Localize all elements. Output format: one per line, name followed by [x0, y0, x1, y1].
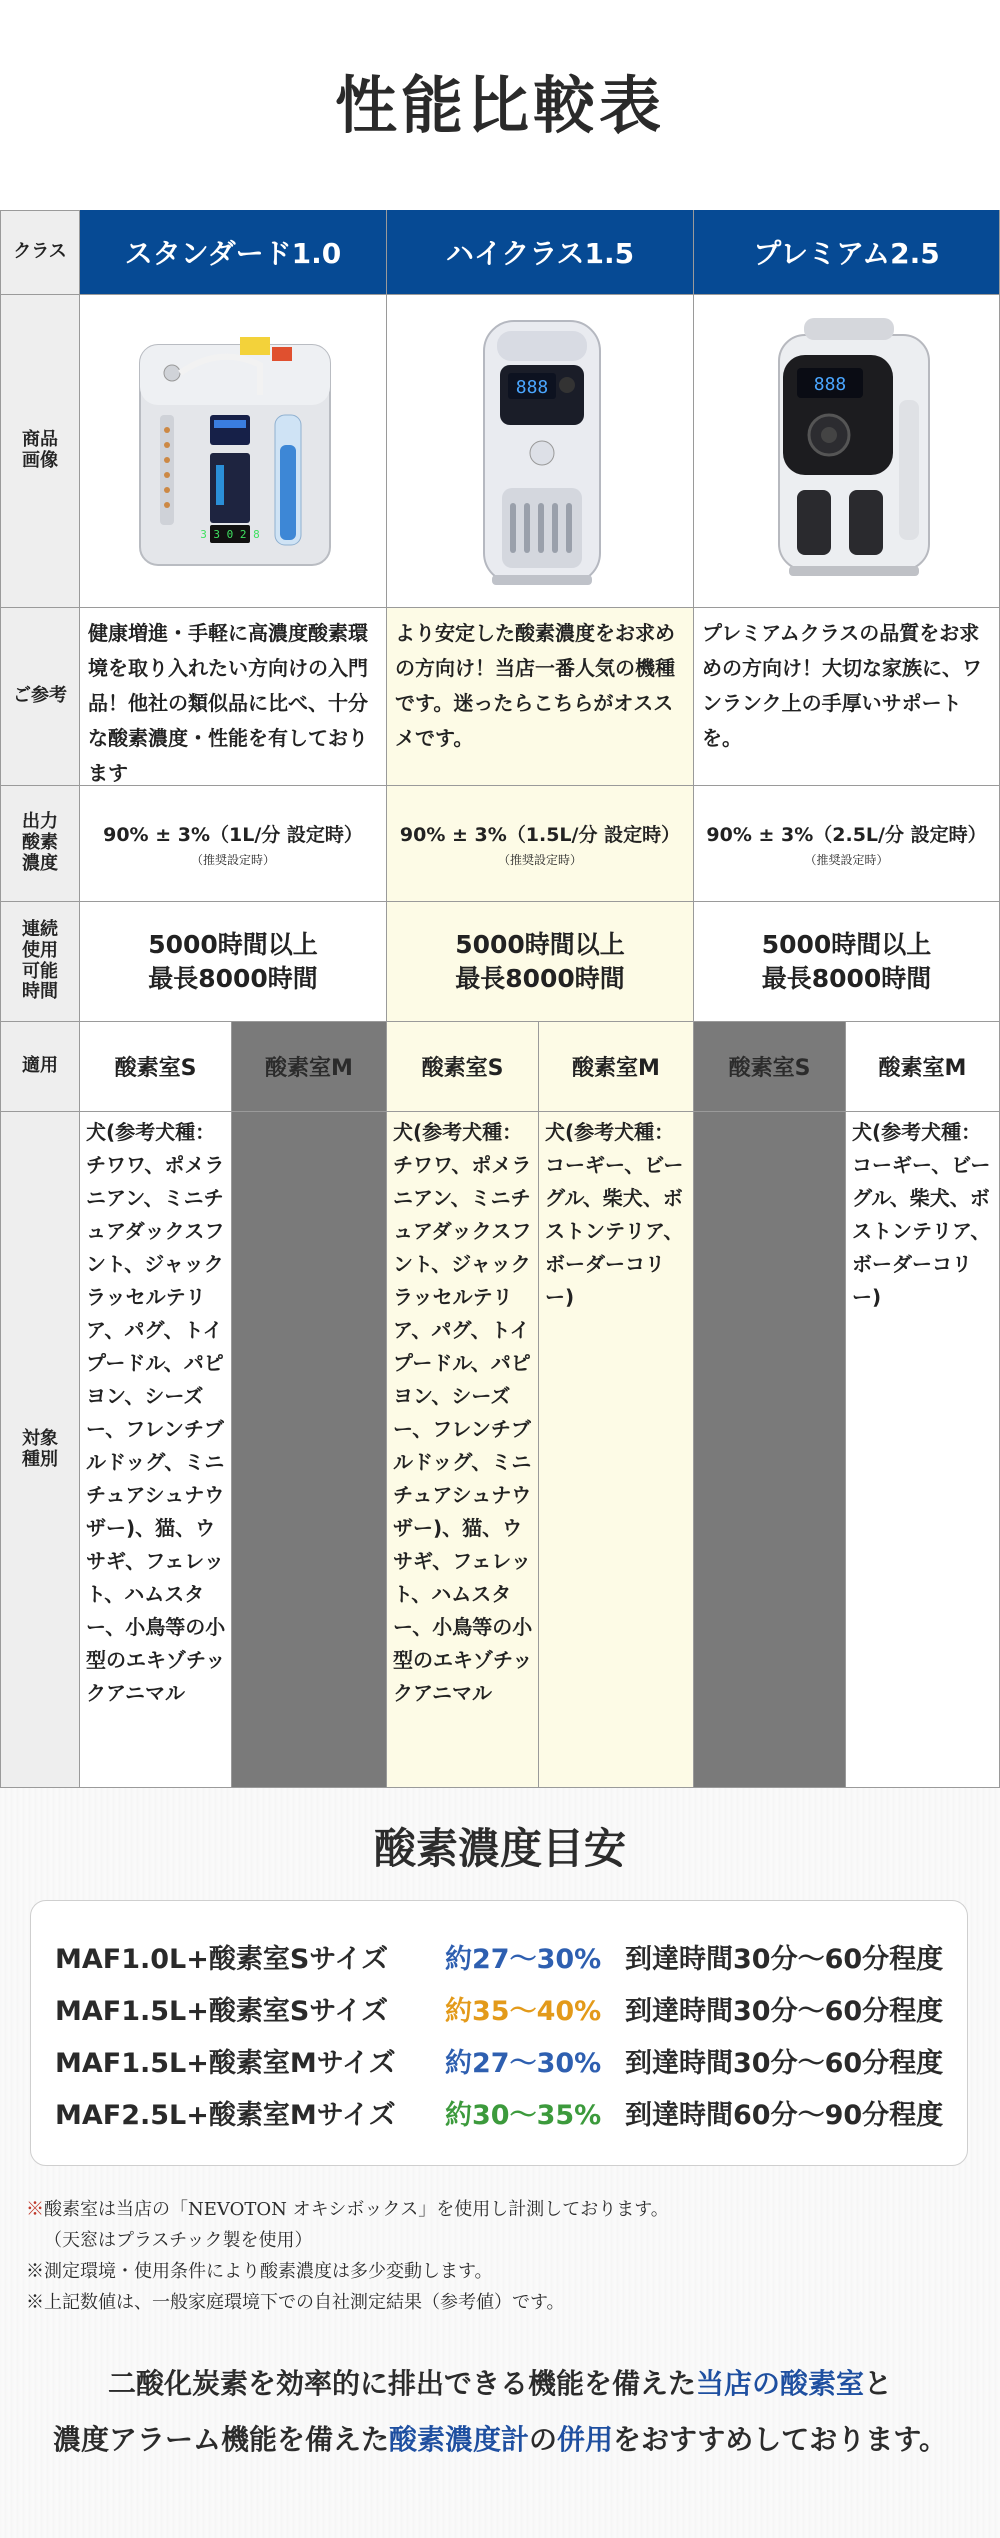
- image-row: [0, 295, 1000, 608]
- guide-row-range: 約35〜40%: [445, 1996, 602, 2027]
- standard-oxygen-concentrator-icon: [110, 325, 360, 585]
- duration-standard-line2: 最長8000時間: [148, 963, 318, 993]
- note-line-2: （天窓はプラスチック製を使用）: [44, 2230, 313, 2251]
- duration-label: 連続 使用 可能 時間: [0, 902, 80, 1022]
- duration-premium-line1: 5000時間以上: [761, 929, 932, 959]
- guide-row-name: MAF1.0L+酸素室Sサイズ: [55, 1944, 389, 1975]
- note-line-1: ※酸素室は当店の「NEVOTON オキシボックス」を使用し計測しております。: [26, 2199, 669, 2220]
- image-label: 商品 画像: [0, 295, 80, 608]
- fit-label: 適用: [0, 1022, 80, 1112]
- duration-row: [0, 902, 1000, 1022]
- oxygen-meter-link[interactable]: 酸素濃度計: [388, 2423, 529, 2456]
- duration-premium-line2: 最長8000時間: [761, 963, 932, 993]
- class-standard: スタンダード1.0: [80, 210, 387, 295]
- guide-row-time: 到達時間30分〜60分程度: [625, 1996, 944, 2027]
- output-premium: 90% ± 3%（2.5L/分 設定時）: [706, 823, 987, 846]
- guide-row-range: 約27〜30%: [445, 2048, 602, 2079]
- premium-oxygen-concentrator-icon: [749, 310, 949, 590]
- output-label: 出力 酸素 濃度: [0, 786, 80, 902]
- species-row: [0, 1112, 1000, 1788]
- note-row: [0, 608, 1000, 786]
- note-label: ご参考: [0, 608, 80, 786]
- guide-row-name: MAF1.5L+酸素室Sサイズ: [55, 1996, 389, 2027]
- output-standard: 90% ± 3%（1L/分 設定時）: [103, 823, 363, 846]
- fit-premium-m: 酸素室M: [878, 1056, 967, 1081]
- species-highclass-m: 犬(参考犬種：コーギー、ビーグル、柴犬、ボストンテリア、ボーダーコリー): [545, 1120, 684, 1309]
- fit-highclass-s: 酸素室S: [421, 1056, 504, 1081]
- class-row: [0, 210, 1000, 295]
- output-note-standard: （推奨設定時）: [190, 852, 275, 867]
- fit-row: [0, 1022, 1000, 1112]
- duration-highclass-line1: 5000時間以上: [455, 929, 625, 959]
- note-line-3: ※測定環境・使用条件により酸素濃度は多少変動します。: [26, 2261, 493, 2282]
- guide-row-range: 約27〜30%: [445, 1944, 602, 1975]
- species-premium-m: 犬(参考犬種：コーギー、ビーグル、柴犬、ボストンテリア、ボーダーコリー): [852, 1120, 991, 1309]
- species-premium-s: [694, 1112, 846, 1788]
- duration-highclass-line2: 最長8000時間: [455, 963, 625, 993]
- premium-display-text: 888: [813, 374, 847, 395]
- note-line-4: ※上記数値は、一般家庭環境下での自社測定結果（参考値）です。: [26, 2292, 565, 2313]
- class-label: クラス: [0, 210, 80, 295]
- highclass-display-text: 888: [515, 377, 549, 398]
- guide-row-name: MAF2.5L+酸素室Mサイズ: [55, 2100, 396, 2131]
- guide-row-time: 到達時間30分〜60分程度: [625, 1944, 944, 1975]
- species-standard-m: [232, 1112, 387, 1788]
- guide-row-time: 到達時間30分〜60分程度: [625, 2048, 944, 2079]
- guide-box: [30, 1900, 968, 2166]
- guide-row-name: MAF1.5L+酸素室Mサイズ: [55, 2048, 396, 2079]
- product-image-premium: [694, 295, 1000, 608]
- fit-premium-s: 酸素室S: [728, 1056, 811, 1081]
- guide-row-range: 約30〜35%: [445, 2100, 602, 2131]
- output-note-premium: （推奨設定時）: [804, 852, 889, 867]
- output-highclass: 90% ± 3%（1.5L/分 設定時）: [399, 823, 681, 846]
- species-highclass-s: 犬(参考犬種：チワワ、ポメラニアン、ミニチュアダックスフント、ジャックラッセルテリア、パグ、トイプードル、パピヨン、シーズー、フレンチブルドッグ、ミニチュアシュナウザー)、猫、ウサギ、フェレット、ハムスター、小鳥等の小型のエキゾチックアニマル: [393, 1120, 533, 1705]
- output-row: [0, 786, 1000, 902]
- page-title: 性能比較表: [334, 69, 665, 142]
- product-image-standard: [80, 295, 387, 608]
- standard-display-text: 3 3 0 2 8: [200, 528, 260, 541]
- class-premium: プレミアム2.5: [694, 210, 1000, 295]
- oxygen-room-link[interactable]: 当店の酸素室: [695, 2367, 864, 2400]
- highclass-oxygen-concentrator-icon: [462, 313, 622, 593]
- description-standard: 健康増進・手軽に高濃度酸素環境を取り入れたい方向けの入門品！他社の類似品に比べ、十分な酸素濃度・性能を有しております: [88, 621, 368, 785]
- output-note-highclass: （推奨設定時）: [497, 852, 582, 867]
- class-highclass: ハイクラス1.5: [387, 210, 694, 295]
- guide-title: 酸素濃度目安: [373, 1824, 626, 1873]
- notes: [26, 2194, 986, 2318]
- fit-standard-m: 酸素室M: [265, 1056, 353, 1081]
- product-image-highclass: [387, 295, 694, 608]
- species-standard-s: 犬(参考犬種：チワワ、ポメラニアン、ミニチュアダックスフント、ジャックラッセルテリア、パグ、トイプードル、パピヨン、シーズー、フレンチブルドッグ、ミニチュアシュナウザー)、猫、ウサギ、フェレット、ハムスター、小鳥等の小型のエキゾチックアニマル: [86, 1120, 226, 1705]
- fit-highclass-m: 酸素室M: [572, 1056, 660, 1081]
- description-highclass: より安定した酸素濃度をお求めの方向け！当店一番人気の機種です。迷ったらこちらがオススメです。: [395, 621, 675, 750]
- recommendation-message: 二酸化炭素を効率的に排出できる機能を備えた当店の酸素室と 濃度アラーム機能を備えた酸素濃度計の併用をおすすめしております。: [52, 2367, 948, 2456]
- guide-row-time: 到達時間60分〜90分程度: [625, 2100, 944, 2131]
- fit-standard-s: 酸素室S: [114, 1056, 197, 1081]
- duration-standard-line1: 5000時間以上: [148, 929, 318, 959]
- species-label: 対象 種別: [0, 1112, 80, 1788]
- description-premium: プレミアムクラスの品質をお求めの方向け！大切な家族に、ワンランク上の手厚いサポートを。: [702, 621, 982, 750]
